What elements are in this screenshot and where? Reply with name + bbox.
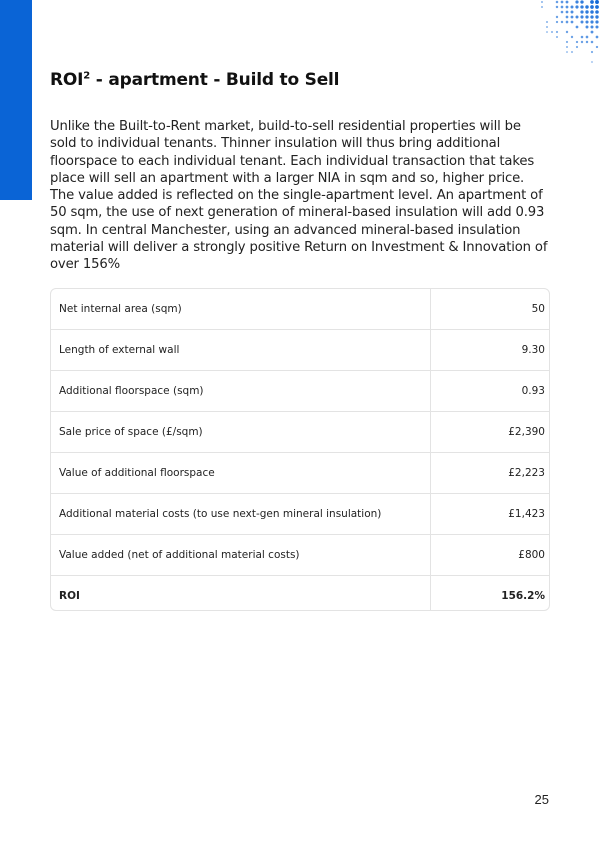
decorative-dot <box>586 26 589 29</box>
decorative-dot <box>596 46 598 48</box>
row-label: Value of additional floorspace <box>51 453 431 494</box>
row-value: 50 <box>431 289 550 330</box>
decorative-dot <box>551 31 553 33</box>
decorative-dot <box>585 20 588 23</box>
decorative-dot <box>595 10 599 14</box>
decorative-dot <box>571 16 574 19</box>
table-row <box>51 289 549 330</box>
decorative-dot <box>591 61 593 63</box>
row-label: Additional material costs (to use next-gen mineral insulation) <box>51 494 431 535</box>
decorative-dot <box>576 26 579 29</box>
decorative-dot <box>595 0 599 4</box>
decorative-dot <box>591 31 594 34</box>
table-row <box>51 412 549 453</box>
decorative-dot <box>571 51 573 53</box>
row-value: 0.93 <box>431 371 550 412</box>
decorative-dot <box>571 36 573 38</box>
decorative-dot <box>595 20 598 23</box>
decorative-dot <box>561 6 564 9</box>
decorative-dot <box>591 51 593 53</box>
row-value: £1,423 <box>431 494 550 535</box>
decorative-dot <box>575 5 578 8</box>
row-value: £2,390 <box>431 412 550 453</box>
decorative-dot <box>566 1 569 4</box>
table-row <box>51 535 549 576</box>
decorative-dot <box>546 26 548 28</box>
decorative-dot <box>590 0 594 4</box>
decorative-dot <box>546 31 548 33</box>
decorative-dot <box>595 5 599 9</box>
row-label: ROI <box>59 590 80 602</box>
decorative-dot <box>596 36 599 39</box>
decorative-dot <box>566 51 568 53</box>
decorative-dot <box>566 16 569 19</box>
decorative-dot <box>566 31 568 33</box>
decorative-dot <box>556 6 558 8</box>
decorative-dot <box>590 25 593 28</box>
row-value: 9.30 <box>431 330 550 371</box>
decorative-dot <box>571 6 574 9</box>
decorative-dot <box>580 0 583 3</box>
decorative-dot <box>585 10 588 13</box>
decorative-dot <box>566 21 569 24</box>
table-row <box>51 371 549 412</box>
decorative-dot <box>580 20 583 23</box>
page-number: 25 <box>534 792 549 807</box>
decorative-dot <box>571 11 574 14</box>
row-label: Sale price of space (£/sqm) <box>51 412 431 453</box>
decorative-dot <box>556 1 559 4</box>
decorative-dot <box>590 15 593 18</box>
decorative-dot <box>566 11 569 14</box>
heading-superscript: 2 <box>83 70 91 82</box>
decorative-dot <box>561 21 563 23</box>
decorative-dot <box>586 36 589 39</box>
heading-suffix: - apartment - Build to Sell <box>90 70 340 90</box>
decorative-dot <box>590 20 593 23</box>
decorative-dot <box>580 5 583 8</box>
paragraph: The value added is reflected on the single-apartment level. An apartment of 50 sqm, the use of next generation of mineral-based insulation will add 0.93 sqm. In central Manchester, using an advanced mineral-based insulation material will deliver a strongly positive Return on Investment & Innovation of over 156% <box>50 188 548 273</box>
table-row <box>51 330 549 371</box>
decorative-dot <box>580 10 583 13</box>
roi-table <box>50 288 550 611</box>
decorative-dot <box>591 41 594 44</box>
decorative-dot <box>581 36 584 39</box>
decorative-dot <box>581 41 583 43</box>
decorative-dot <box>575 0 578 3</box>
heading-prefix: ROI <box>50 70 84 90</box>
decorative-dot <box>566 41 568 43</box>
decorative-dot-pattern <box>520 0 600 80</box>
decorative-dot <box>590 10 594 14</box>
decorative-dot <box>571 21 574 24</box>
decorative-dot <box>576 41 578 43</box>
decorative-dot <box>561 1 564 4</box>
decorative-dot <box>566 46 568 48</box>
decorative-dot <box>556 16 558 18</box>
row-value: 156.2% <box>431 576 550 612</box>
table-row <box>51 494 549 535</box>
page-heading <box>50 70 339 90</box>
decorative-dot <box>546 21 548 23</box>
row-value: £2,223 <box>431 453 550 494</box>
paragraph: Unlike the Built-to-Rent market, build-to-sell residential properties will be sold to individual tenants. Thinner insulation will thus bring additional floorspace to each individual tenant. Each individual transaction that takes place will sell an apartment with a larger NIA in sqm and so, higher price. <box>50 119 535 186</box>
decorative-dot <box>576 46 578 48</box>
decorative-dot <box>580 15 583 18</box>
decorative-dot <box>595 25 598 28</box>
decorative-dot <box>575 15 578 18</box>
decorative-dot <box>566 6 569 9</box>
decorative-dot <box>556 21 558 23</box>
accent-side-bar <box>0 0 32 200</box>
decorative-dot <box>556 31 558 33</box>
decorative-dot <box>561 11 564 14</box>
row-label: Additional floorspace (sqm) <box>51 371 431 412</box>
row-label: Net internal area (sqm) <box>51 289 431 330</box>
row-label: Value added (net of additional material costs) <box>51 535 431 576</box>
table-row-total <box>51 576 549 612</box>
decorative-dot <box>590 5 594 9</box>
decorative-dot <box>541 6 543 8</box>
decorative-dot <box>586 41 588 43</box>
body-text <box>50 118 550 274</box>
decorative-dot <box>585 15 588 18</box>
decorative-dot <box>595 15 598 18</box>
decorative-dot <box>556 36 558 38</box>
table-row <box>51 453 549 494</box>
decorative-dot <box>585 5 588 8</box>
decorative-dot <box>541 1 543 3</box>
row-value: £800 <box>431 535 550 576</box>
row-label: Length of external wall <box>51 330 431 371</box>
